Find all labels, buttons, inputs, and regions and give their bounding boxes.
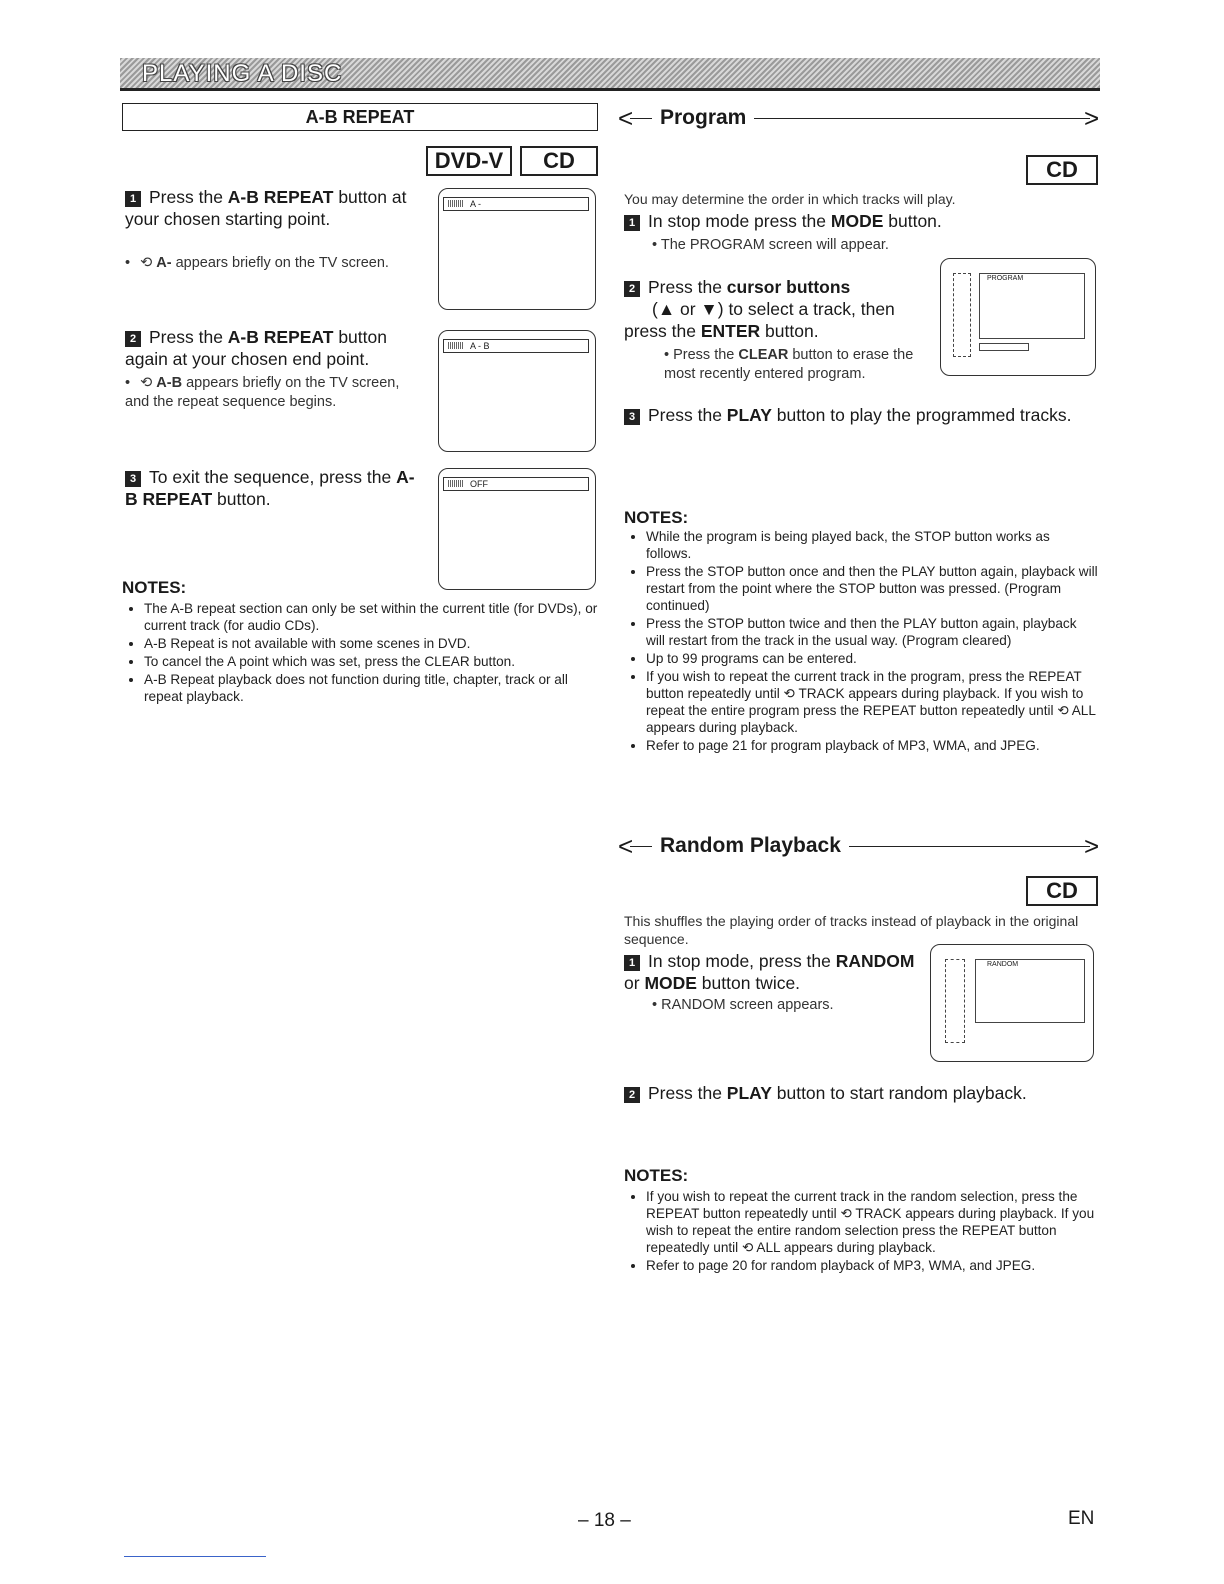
page-number: – 18 – (578, 1510, 631, 1531)
step-number: 2 (624, 1087, 640, 1103)
step-number: 1 (125, 191, 141, 207)
note-item: • Up to 99 programs can be entered. (646, 650, 1098, 667)
ab-step-1: 1 Press the A-B REPEAT button at your chosen starting point. (125, 187, 407, 229)
tv-screen-ab: A - B (438, 330, 596, 452)
note-item: • A-B Repeat is not available with some scenes in DVD. (144, 635, 600, 652)
program-step-2-sub: • Press the CLEAR button to erase the most recently entered program. (664, 347, 914, 382)
note-item: • Refer to page 21 for program playback of MP3, WMA, and JPEG. (646, 737, 1098, 754)
ab-step-1-bullet: • ⟲ A- appears briefly on the TV screen. (125, 255, 389, 271)
program-step-2: 2 Press the cursor buttons (▲ or ▼) to select a track, then press the ENTER button. (624, 277, 895, 341)
disc-icon (448, 200, 464, 207)
program-step-1-sub: • The PROGRAM screen will appear. (652, 237, 889, 253)
random-step-2: 2 Press the PLAY button to start random playback. (624, 1082, 1094, 1104)
disc-icon (448, 480, 464, 487)
step-number: 2 (125, 331, 141, 347)
dvd-v-tag: DVD-V (426, 146, 512, 176)
program-step-3: 3 Press the PLAY button to play the programmed tracks. (624, 404, 1094, 426)
tv-screen-off: OFF (438, 468, 596, 590)
ab-notes (122, 600, 600, 706)
note-item: • To cancel the A point which was set, press the CLEAR button. (144, 653, 600, 670)
section-banner-title: PLAYING A DISC (142, 60, 343, 87)
program-step-1: 1 In stop mode press the MODE button. (624, 210, 1094, 232)
step-number: 3 (125, 471, 141, 487)
chevron-right-icon: > (1084, 831, 1100, 861)
note-item: • A-B Repeat playback does not function during title, chapter, track or all repeat playback. (144, 671, 600, 705)
program-title: Program (652, 106, 754, 130)
note-item: • The A-B repeat section can only be set within the current title (for DVDs), or current track (for audio CDs). (144, 600, 600, 634)
step-number: 3 (624, 409, 640, 425)
tv-screen-a: A - (438, 188, 596, 310)
program-screen-title: PROGRAM (987, 275, 1024, 282)
note-item: • Press the STOP button once and then the PLAY button again, playback will restart from the point where the STOP button was pressed. (Program continued) (646, 563, 1098, 614)
repeat-icon: ⟲ (140, 375, 153, 391)
random-notes (624, 1188, 1098, 1275)
repeat-icon: ⟲ (140, 255, 153, 271)
cd-tag: CD (520, 146, 598, 176)
note-item: • If you wish to repeat the current track in the program, press the REPEAT button repeatedly until ⟲ TRACK appears during playback. If you wish to repeat the entire program press the REPEAT button repeatedly until ⟲ ALL appears during playback. (646, 668, 1098, 736)
cd-tag: CD (1026, 876, 1098, 906)
random-intro: This shuffles the playing order of tracks instead of playback in the original sequence. (624, 913, 1079, 947)
remote-icon (953, 273, 971, 357)
language-label: EN (1068, 1508, 1095, 1529)
program-notes-title: NOTES: (624, 508, 689, 527)
random-list (975, 959, 1085, 1023)
ab-notes-title: NOTES: (122, 578, 187, 597)
disc-icon (448, 342, 464, 349)
note-item: • Refer to page 20 for random playback of MP3, WMA, and JPEG. (646, 1257, 1098, 1274)
program-intro: You may determine the order in which tracks will play. (624, 191, 956, 207)
remote-icon (945, 959, 965, 1043)
program-screen (940, 258, 1096, 376)
note-item: • If you wish to repeat the current track in the random selection, press the REPEAT button repeatedly until ⟲ TRACK appears during playback. If you wish to repeat the entire random selection press the REPEAT button repeatedly until ⟲ ALL appears during playback. (646, 1188, 1098, 1256)
chevron-left-icon: < (618, 831, 634, 861)
footer-rule (124, 1556, 266, 1557)
step-number: 1 (624, 955, 640, 971)
chevron-left-icon: < (618, 103, 634, 133)
random-notes-title: NOTES: (624, 1166, 689, 1185)
cd-tag: CD (1026, 155, 1098, 185)
random-step-1-sub: • RANDOM screen appears. (652, 997, 834, 1013)
random-screen-title: RANDOM (987, 961, 1019, 968)
random-title: Random Playback (652, 834, 849, 858)
note-item: • Press the STOP button twice and then the PLAY button again, playback will restart from the track in the usual way. (Program cleared) (646, 615, 1098, 649)
ab-repeat-title: A-B REPEAT (122, 103, 598, 131)
note-item: • While the program is being played back, the STOP button works as follows. (646, 528, 1098, 562)
ab-step-2: 2 Press the A-B REPEAT button again at your chosen end point. (125, 327, 387, 369)
program-notes (624, 528, 1098, 755)
random-screen (930, 944, 1094, 1062)
program-list (979, 273, 1085, 339)
step-number: 1 (624, 215, 640, 231)
random-step-1: 1 In stop mode, press the RANDOM or MODE button twice. (624, 951, 915, 993)
chevron-right-icon: > (1084, 103, 1100, 133)
ab-step-3: 3 To exit the sequence, press the A-B REPEAT button. (125, 467, 415, 509)
step-number: 2 (624, 281, 640, 297)
ab-step-2-bullet: • ⟲ A-B appears briefly on the TV screen, and the repeat sequence begins. (125, 375, 400, 410)
